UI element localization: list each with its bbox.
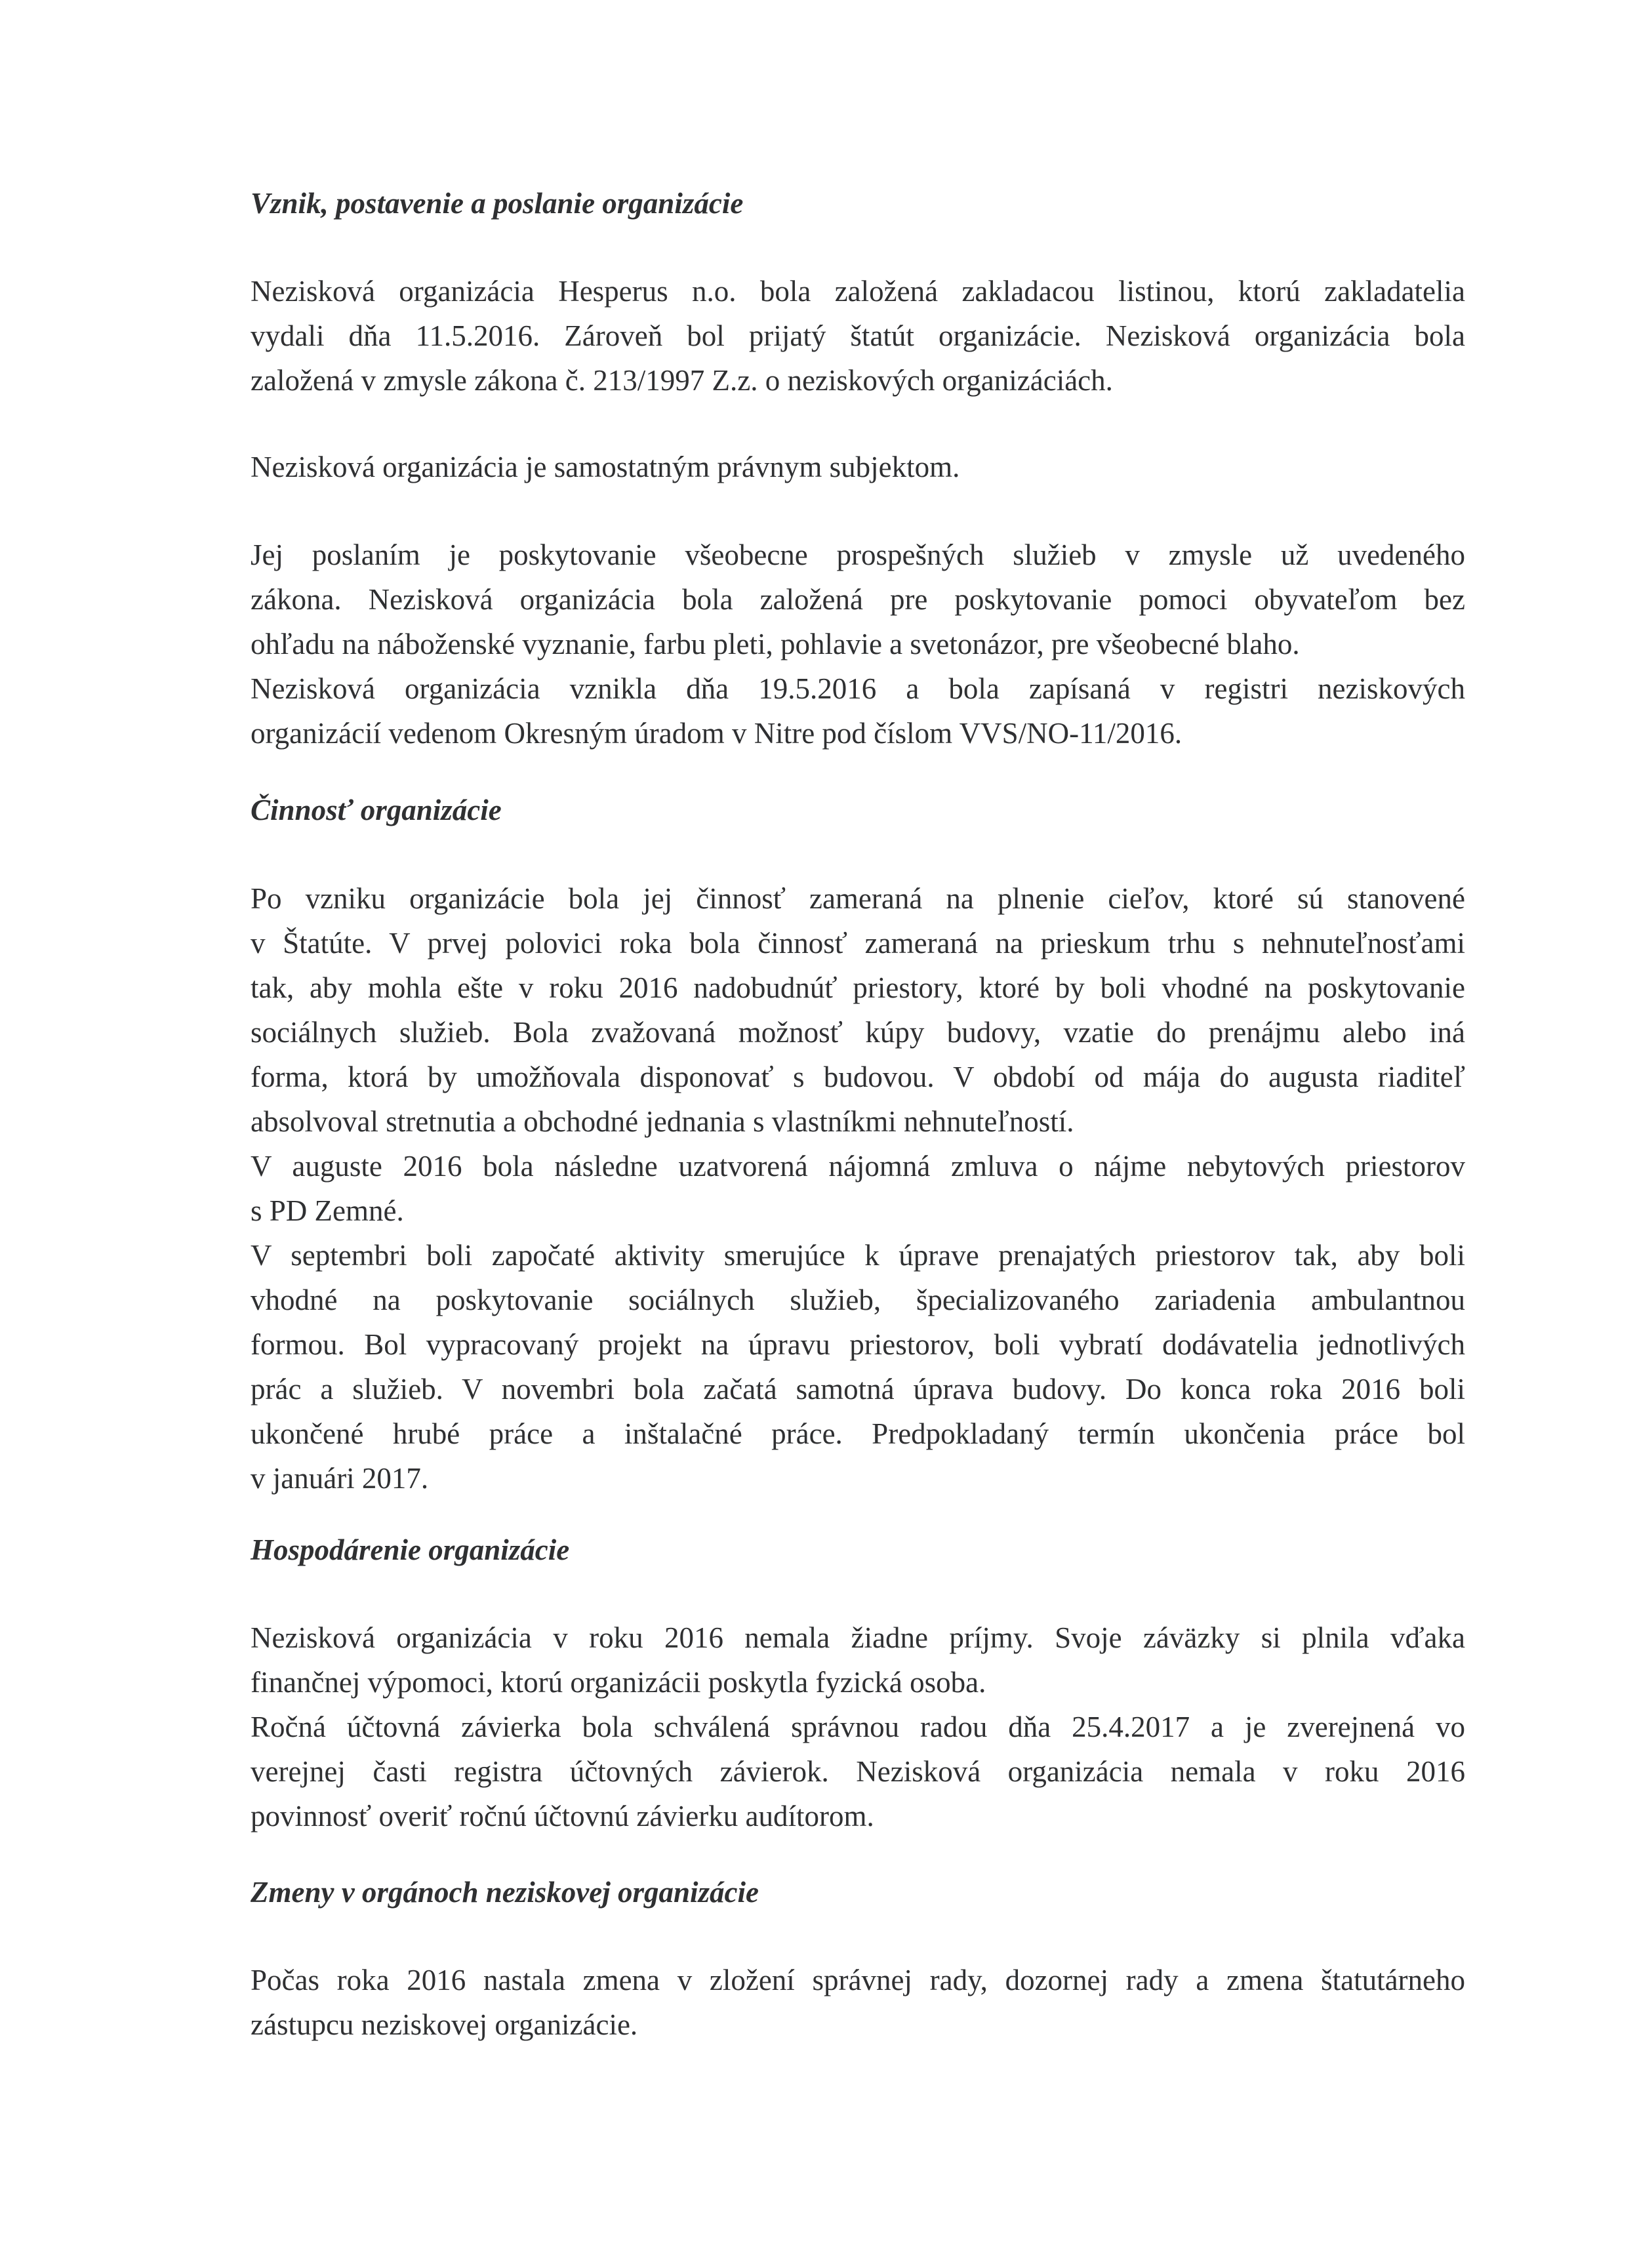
text-line: vydali dňa 11.5.2016. Zároveň bol prijatý štatút organizácie. Nezisková organizácia bola bbox=[251, 319, 1465, 352]
paragraph bbox=[251, 445, 1465, 489]
text-line: absolvoval stretnutia a obchodné jednania s vlastníkmi nehnuteľností. bbox=[251, 1105, 1074, 1138]
text-line: založená v zmysle zákona č. 213/1997 Z.z. o neziskových organizáciách. bbox=[251, 364, 1113, 397]
paragraph bbox=[251, 1958, 1465, 2047]
text-line: Po vzniku organizácie bola jej činnosť zameraná na plnenie cieľov, ktoré sú stanovené bbox=[251, 882, 1465, 915]
paragraph bbox=[251, 269, 1465, 403]
text-line: V septembri boli započaté aktivity smerujúce k úprave prenajatých priestorov tak, aby boli bbox=[251, 1239, 1465, 1272]
section-heading-zmeny: Zmeny v orgánoch neziskovej organizácie bbox=[251, 1876, 759, 1909]
text-line: povinnosť overiť ročnú účtovnú závierku audítorom. bbox=[251, 1800, 874, 1833]
text-line: tak, aby mohla ešte v roku 2016 nadobudnúť priestory, ktoré by boli vhodné na poskytovanie bbox=[251, 971, 1465, 1004]
text-line: V auguste 2016 bola následne uzatvorená nájomná zmluva o nájme nebytových priestorov bbox=[251, 1150, 1465, 1183]
text-line: vhodné na poskytovanie sociálnych služieb, špecializovaného zariadenia ambulantnou bbox=[251, 1284, 1465, 1316]
text-line: forma, ktorá by umožňovala disponovať s budovou. V období od mája do augusta riaditeľ bbox=[251, 1061, 1465, 1093]
section-heading-cinnost: Činnosť organizácie bbox=[251, 794, 502, 826]
text-line: Jej poslaním je poskytovanie všeobecne prospešných služieb v zmysle už uvedeného bbox=[251, 538, 1465, 571]
section-heading-hospodarenie: Hospodárenie organizácie bbox=[251, 1533, 570, 1566]
paragraph bbox=[251, 876, 1465, 1501]
text-line: Nezisková organizácia Hesperus n.o. bola založená zakladacou listinou, ktorú zakladatelia bbox=[251, 275, 1465, 308]
text-line: Nezisková organizácia vznikla dňa 19.5.2016 a bola zapísaná v registri neziskových bbox=[251, 672, 1465, 705]
text-line: v Štatúte. V prvej polovici roka bola činnosť zameraná na prieskum trhu s nehnuteľnosťami bbox=[251, 927, 1465, 960]
text-line: Nezisková organizácia v roku 2016 nemala žiadne príjmy. Svoje záväzky si plnila vďaka bbox=[251, 1621, 1465, 1654]
text-line: prác a služieb. V novembri bola začatá samotná úprava budovy. Do konca roka 2016 boli bbox=[251, 1373, 1465, 1406]
text-line: Nezisková organizácia je samostatným právnym subjektom. bbox=[251, 451, 960, 483]
text-line: Počas roka 2016 nastala zmena v zložení správnej rady, dozornej rady a zmena štatutárneho bbox=[251, 1964, 1465, 1996]
text-line: sociálnych služieb. Bola zvažovaná možnosť kúpy budovy, vzatie do prenájmu alebo iná bbox=[251, 1016, 1465, 1049]
text-line: v januári 2017. bbox=[251, 1462, 429, 1495]
text-line: Ročná účtovná závierka bola schválená správnou radou dňa 25.4.2017 a je zverejnená vo bbox=[251, 1711, 1465, 1743]
text-line: s PD Zemné. bbox=[251, 1194, 404, 1227]
text-line: finančnej výpomoci, ktorú organizácii poskytla fyzická osoba. bbox=[251, 1666, 986, 1699]
text-line: ukončené hrubé práce a inštalačné práce. Predpokladaný termín ukončenia práce bol bbox=[251, 1417, 1465, 1450]
paragraph bbox=[251, 533, 1465, 756]
paragraph bbox=[251, 1615, 1465, 1838]
text-line: ohľadu na náboženské vyznanie, farbu pleti, pohlavie a svetonázor, pre všeobecné blaho. bbox=[251, 628, 1300, 660]
text-line: verejnej časti registra účtovných závierok. Nezisková organizácia nemala v roku 2016 bbox=[251, 1755, 1465, 1788]
text-line: organizácií vedenom Okresným úradom v Nitre pod číslom VVS/NO-11/2016. bbox=[251, 717, 1182, 750]
section-heading-vznik: Vznik, postavenie a poslanie organizácie bbox=[251, 187, 744, 220]
text-line: zástupcu neziskovej organizácie. bbox=[251, 2008, 638, 2041]
text-line: formou. Bol vypracovaný projekt na úpravu priestorov, boli vybratí dodávatelia jednotlivých bbox=[251, 1328, 1465, 1361]
text-line: zákona. Nezisková organizácia bola založená pre poskytovanie pomoci obyvateľom bez bbox=[251, 583, 1465, 616]
